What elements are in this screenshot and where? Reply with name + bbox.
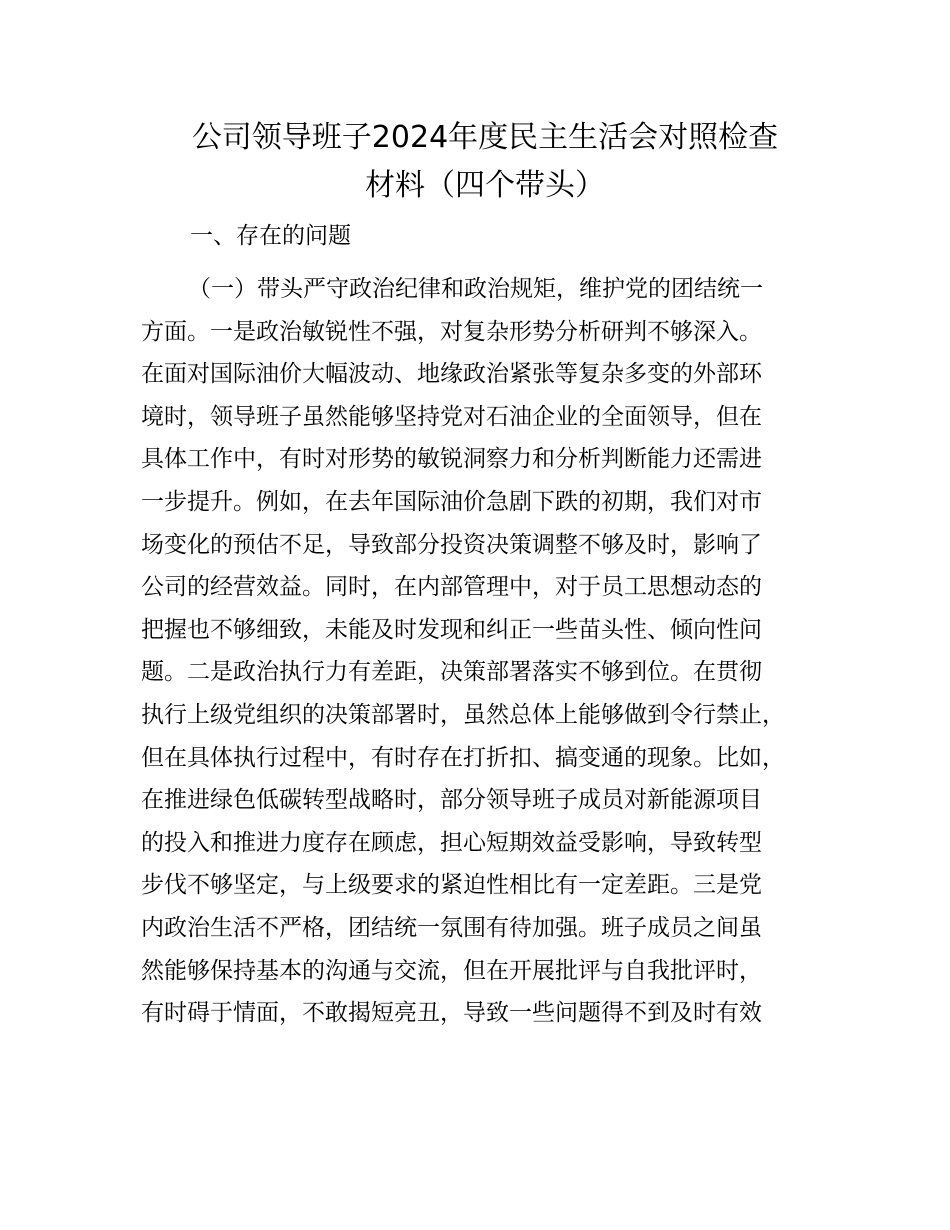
- document-title: [140, 114, 830, 210]
- body-line: 场变化的预估不足，导致部分投资决策调整不够及时，影响了: [141, 531, 762, 558]
- body-line: （一）带头严守政治纪律和政治规矩，维护党的团结统一: [188, 276, 763, 302]
- body-line: 执行上级党组织的决策部署时，虽然总体上能够做到令行禁止，: [141, 701, 785, 728]
- body-line: 有时碍于情面，不敢揭短亮丑，导致一些问题得不到及时有效: [141, 1000, 762, 1027]
- body-line: 然能够保持基本的沟通与交流，但在开展批评与自我批评时，: [141, 957, 762, 984]
- body-line: 步伐不够坚定，与上级要求的紧迫性相比有一定差距。三是党: [141, 872, 762, 899]
- body-line: 把握也不够细致，未能及时发现和纠正一些苗头性、倾向性问: [141, 616, 762, 643]
- body-line: 但在具体执行过程中，有时存在打折扣、搞变通的现象。比如，: [141, 744, 785, 771]
- body-paragraph: [141, 268, 841, 1035]
- body-line: 公司的经营效益。同时，在内部管理中，对于员工思想动态的: [141, 574, 762, 601]
- body-line: 在面对国际油价大幅波动、地缘政治紧张等复杂多变的外部环: [141, 361, 762, 388]
- body-line: 的投入和推进力度存在顾虑，担心短期效益受影响，导致转型: [141, 829, 762, 856]
- body-line: 具体工作中，有时对形势的敏锐洞察力和分析判断能力还需进: [141, 446, 762, 473]
- body-line: 境时，领导班子虽然能够坚持党对石油企业的全面领导，但在: [141, 403, 762, 430]
- body-line: 内政治生活不严格，团结统一氛围有待加强。班子成员之间虽: [141, 914, 762, 941]
- title-line-2: 材料（四个带头）: [365, 168, 605, 203]
- body-line: 在推进绿色低碳转型战略时，部分领导班子成员对新能源项目: [141, 787, 762, 814]
- body-line: 题。二是政治执行力有差距，决策部署落实不够到位。在贯彻: [141, 659, 762, 686]
- section-heading: 一、存在的问题: [190, 223, 351, 249]
- title-line-1: 公司领导班子2024年度民主生活会对照检查: [191, 120, 779, 155]
- body-line: 一步提升。例如，在去年国际油价急剧下跌的初期，我们对市: [141, 488, 762, 515]
- body-line: 方面。一是政治敏锐性不强，对复杂形势分析研判不够深入。: [141, 318, 762, 345]
